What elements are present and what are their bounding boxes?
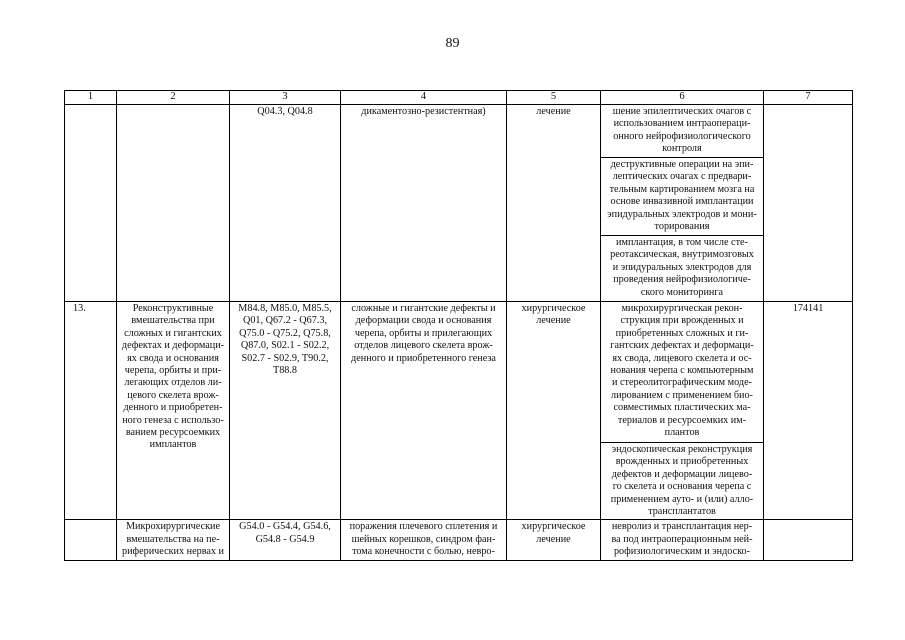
row-number-cell: 13. <box>65 302 117 520</box>
method-cell: микрохирургическая рекон- струкция при врожденных и приобретенных сложных и ги- гантских дефектах и деформаци- ях свода, лицевого скелета и ос- нования черепа с компьютерным и стереолитографическим моде- лированием с применением био- совместимых пластических ма- териалов и ресурсоемких им- плантов <box>601 302 764 443</box>
name-cell: Реконструктивные вмешательства при сложных и гигантских дефектах и деформаци- ях свода и основания черепа, орбиты и при- легающих отделов ли- цевого скелета врож- денного и приобретен- ного генеза с использо- ванием ресурсоемких имплантов <box>117 302 230 520</box>
header-cell: 3 <box>230 91 341 105</box>
codes-cell: G54.0 - G54.4, G54.6, G54.8 - G54.9 <box>230 520 341 560</box>
header-cell: 7 <box>764 91 853 105</box>
name-cell: Микрохирургические вмешательства на пе- риферических нервах и <box>117 520 230 560</box>
cost-cell: 174141 <box>764 302 853 520</box>
treatment-cell: хирургическое лечение <box>507 520 601 560</box>
treatment-cell: хирургическое лечение <box>507 302 601 520</box>
table-row <box>65 105 853 158</box>
procedures-table <box>64 90 853 561</box>
header-cell: 4 <box>341 91 507 105</box>
condition-cell: поражения плечевого сплетения и шейных корешков, синдром фан- тома конечности с болью, невро- <box>341 520 507 560</box>
header-cell: 1 <box>65 91 117 105</box>
row-number-cell <box>65 105 117 302</box>
method-cell: имплантация, в том числе сте- реотаксическая, внутримозговых и эпидуральных электродов для проведения нейрофизиологиче- ского мониторинга <box>601 236 764 302</box>
cost-cell <box>764 105 853 302</box>
cost-cell <box>764 520 853 560</box>
method-cell: эндоскопическая реконструкция врожденных и приобретенных дефектов и деформации лицево- го скелета и основания черепа с применением ауто- и (или) алло- трансплантатов <box>601 443 764 520</box>
page-number: 89 <box>445 36 460 51</box>
header-cell: 5 <box>507 91 601 105</box>
table-row <box>65 520 853 560</box>
table-row <box>65 302 853 443</box>
condition-cell: сложные и гигантские дефекты и деформации свода и основания черепа, орбиты и прилегающих отделов лицевого скелета врож- денного и приобретенного генеза <box>341 302 507 520</box>
method-cell: невролиз и трансплантация нер- ва под интраоперационным ней- рофизиологическим и эндоско- <box>601 520 764 560</box>
name-cell <box>117 105 230 302</box>
method-cell: шение эпилептических очагов с использованием интраоперaци- онного нейрофизиологического контроля <box>601 105 764 158</box>
method-cell: деструктивные операции на эпи- лептических очагах с предвари- тельным картированием мозга на основе инвазивной имплантации эпидуральных электродов и мони- торирования <box>601 158 764 236</box>
condition-cell: дикаментозно-резистентная) <box>341 105 507 302</box>
row-number-cell <box>65 520 117 560</box>
codes-cell: Q04.3, Q04.8 <box>230 105 341 302</box>
header-cell: 6 <box>601 91 764 105</box>
header-cell: 2 <box>117 91 230 105</box>
codes-cell: M84.8, M85.0, M85.5, Q01, Q67.2 - Q67.3, Q75.0 - Q75.2, Q75.8, Q87.0, S02.1 - S02.2, S02.7 - S02.9, T90.2, T88.8 <box>230 302 341 520</box>
treatment-cell: лечение <box>507 105 601 302</box>
header-row <box>65 91 853 105</box>
